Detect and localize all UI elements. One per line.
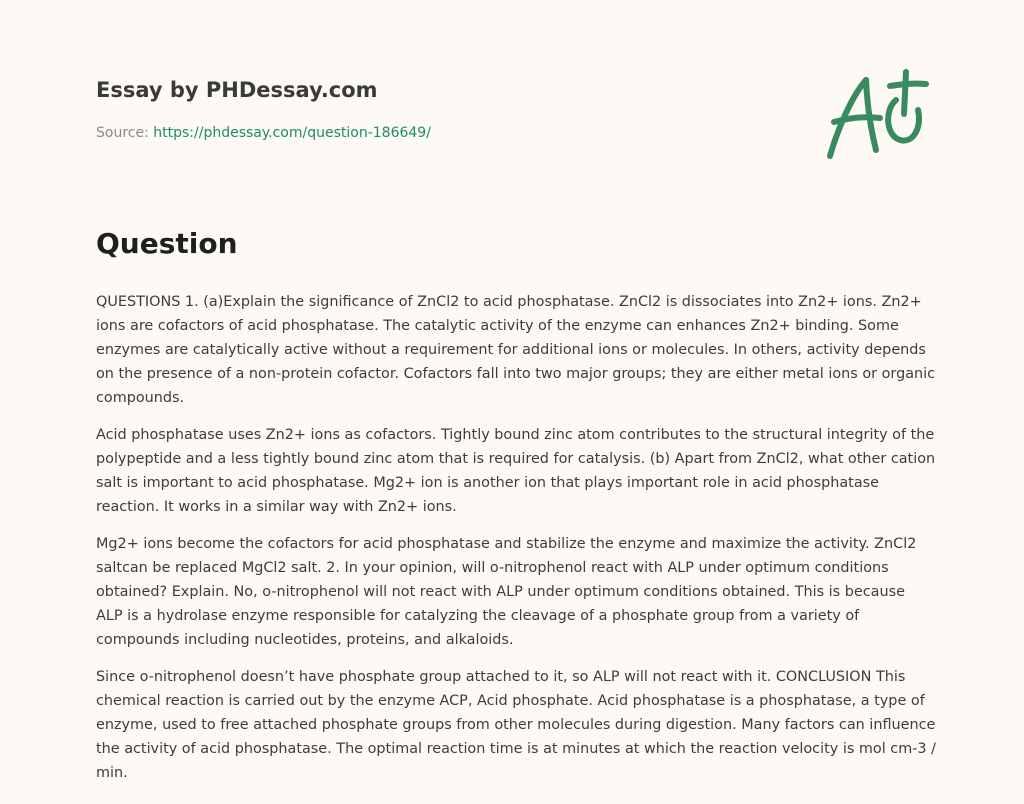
essay-paragraph: QUESTIONS 1. (a)Explain the significance of ZnCl2 to acid phosphatase. ZnCl2 is dissociates into Zn2+ ions. Zn2+ ions are cofactors of acid phosphatase. The catalytic activity of the enzyme can enhances Zn2+ binding. Some enzymes are catalytically active without a requirement for additional ions or molecules. In others, activity depends on the presence of a non-protein cofactor. Cofactors fall into two major groups; they are either metal ions or organic compounds. xyxy=(96,294,936,406)
essay-body xyxy=(96,290,936,785)
site-title: Essay by PHDessay.com xyxy=(96,78,378,102)
essay-paragraph: Mg2+ ions become the cofactors for acid phosphatase and stabilize the enzyme and maximize the activity. ZnCl2 saltcan be replaced MgCl2 salt. 2. In your opinion, will o-nitrophenol react with ALP under optimum conditions obtained? Explain. No, o-nitrophenol will not react with ALP under optimum conditions obtained. This is because ALP is a hydrolase enzyme responsible for catalyzing the cleavage of a phosphate group from a variety of compounds including nucleotides, proteins, and alkaloids. xyxy=(96,536,917,648)
page-title: Question xyxy=(96,227,238,260)
source-line xyxy=(96,123,736,143)
essay-paragraph: Acid phosphatase uses Zn2+ ions as cofactors. Tightly bound zinc atom contributes to the structural integrity of the polypeptide and a less tightly bound zinc atom that is required for catalysis. (b) Apart from ZnCl2, what other cation salt is important to acid phosphatase. Mg2+ ion is another ion that plays important role in acid phosphatase reaction. It works in a similar way with Zn2+ ions. xyxy=(96,427,936,515)
source-link[interactable]: https://phdessay.com/question-186649/ xyxy=(153,125,431,141)
page-header xyxy=(96,76,736,143)
a-plus-logo-icon xyxy=(820,66,932,166)
essay-paragraph: Since o-nitrophenol doesn’t have phosphate group attached to it, so ALP will not react with it. CONCLUSION This chemical reaction is carried out by the enzyme ACP, Acid phosphate. Acid phosphatase is a phosphatase, a type of enzyme, used to free attached phosphate groups from other molecules during digestion. Many factors can influence the activity of acid phosphatase. The optimal reaction time is at minutes at which the reaction velocity is mol cm-3 / min. xyxy=(96,669,936,781)
source-label: Source: xyxy=(96,125,154,141)
main-content xyxy=(96,222,936,798)
